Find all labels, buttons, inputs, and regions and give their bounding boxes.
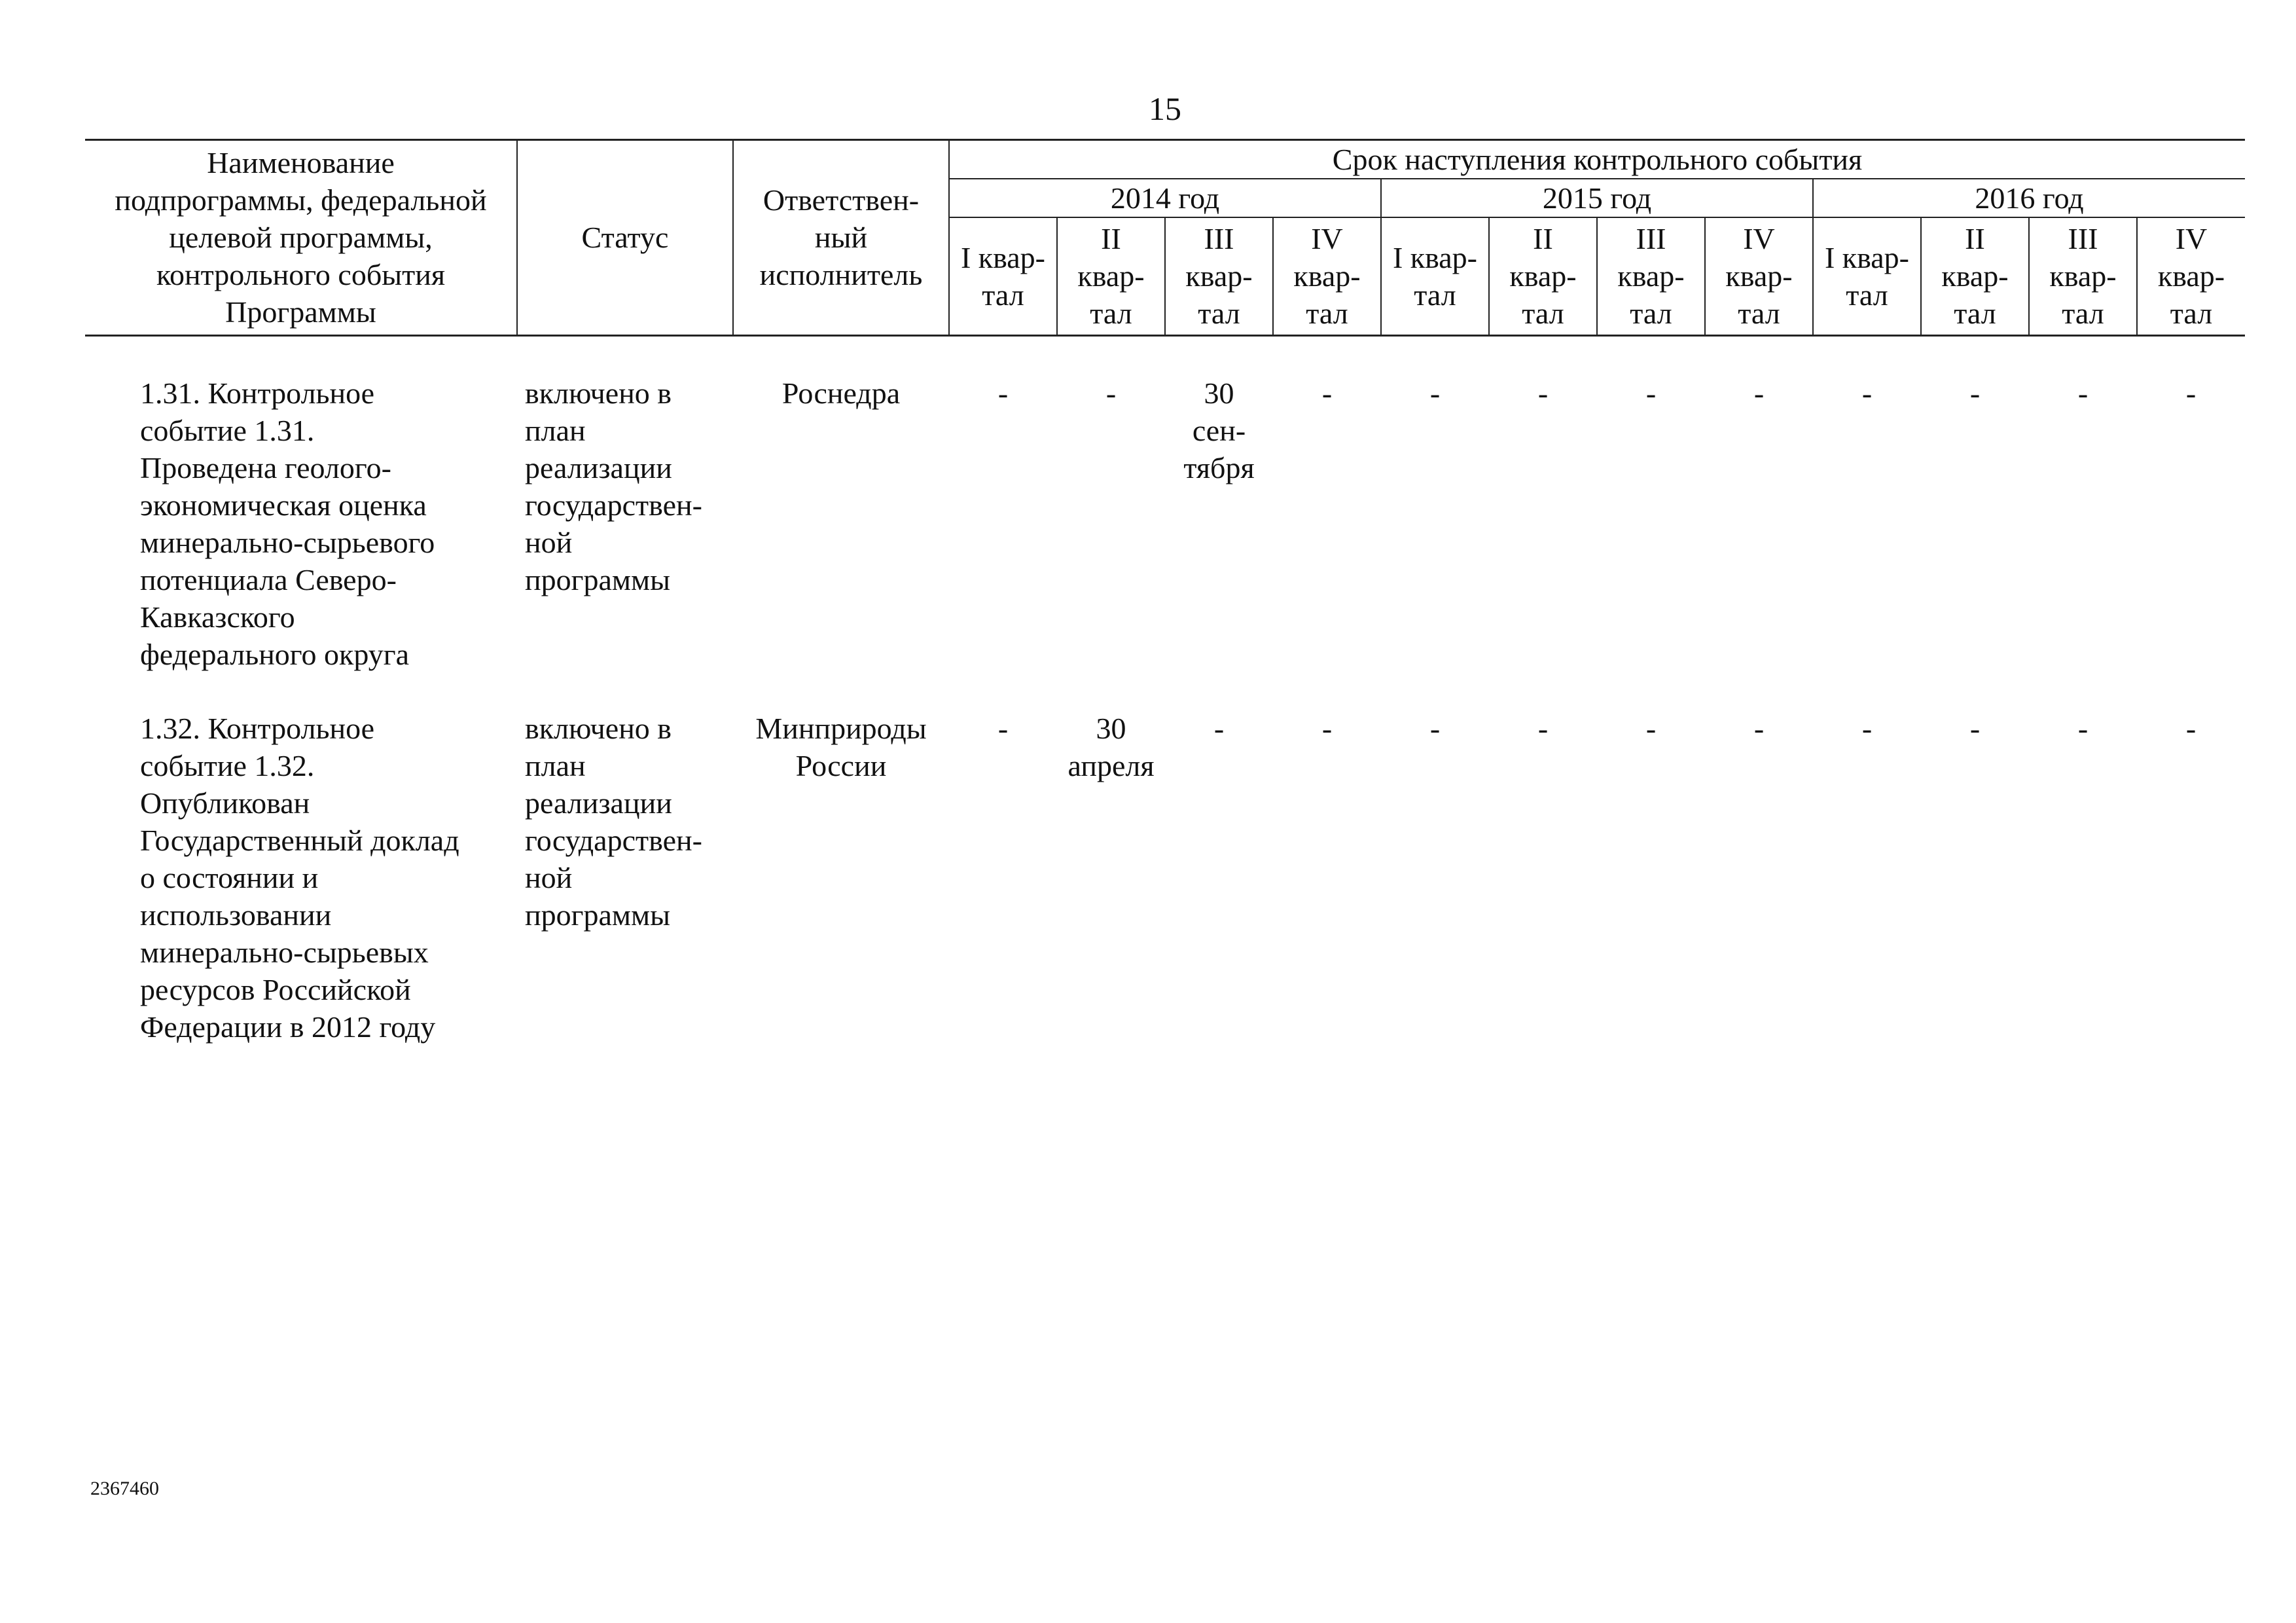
row-q2-2014: - [1105, 376, 1117, 410]
header-deadline: Срок наступления контрольного события [949, 140, 2245, 179]
header-q2-2015: II квар- тал [1489, 217, 1597, 335]
row-q1-2016: - [1861, 711, 1873, 745]
header-status: Статус [517, 140, 733, 336]
header-q2-2014: II квар- тал [1057, 217, 1165, 335]
row-executor: Роснедра [781, 376, 901, 410]
header-year-2014: 2014 год [949, 179, 1381, 217]
control-events-table [85, 139, 2245, 1046]
document-code: 2367460 [90, 1478, 159, 1499]
header-q4-2014: IV квар- тал [1273, 217, 1381, 335]
header-q4-2015: IV квар- тал [1705, 217, 1813, 335]
row-q1-2014: - [997, 376, 1009, 410]
header-row-top [85, 140, 2245, 179]
row-q1-2014: - [997, 711, 1009, 745]
row-q4-2014: - [1321, 711, 1333, 745]
header-q3-2016: III квар- тал [2029, 217, 2137, 335]
row-q2-2015: - [1537, 376, 1549, 410]
row-name: 1.31. Контрольное событие 1.31. Проведена геолого- экономическая оценка минерально-сырьевого потенциала Северо- Кавказского федерального округа [140, 376, 435, 671]
row-name: 1.32. Контрольное событие 1.32. Опубликован Государственный доклад о состоянии и использовании минерально-сырьевых ресурсов Российской Федерации в 2012 году [140, 711, 459, 1044]
row-status: включено в план реализации государствен- ной программы [525, 376, 702, 596]
row-q1-2015: - [1429, 376, 1441, 410]
header-q1-2015: I квар- тал [1381, 217, 1489, 335]
header-q4-2016: IV квар- тал [2137, 217, 2245, 335]
row-q1-2016: - [1861, 376, 1873, 410]
header-q3-2014: III квар- тал [1165, 217, 1273, 335]
row-q3-2015: - [1645, 376, 1657, 410]
header-q3-2015: III квар- тал [1597, 217, 1705, 335]
row-q3-2014: 30 сен- тября [1183, 376, 1255, 484]
header-q1-2016: I квар- тал [1813, 217, 1921, 335]
header-year-2016: 2016 год [1813, 179, 2245, 217]
row-q2-2016: - [1969, 376, 1981, 410]
header-year-2015: 2015 год [1381, 179, 1813, 217]
row-q3-2016: - [2077, 711, 2089, 745]
table-row [85, 710, 2245, 1046]
row-status: включено в план реализации государствен- ной программы [525, 711, 702, 932]
row-q3-2014: - [1213, 711, 1225, 745]
header-q2-2016: II квар- тал [1921, 217, 2029, 335]
page-number: 15 [1149, 90, 1181, 127]
row-q3-2015: - [1645, 711, 1657, 745]
row-q4-2015: - [1753, 376, 1765, 410]
row-q2-2016: - [1969, 711, 1981, 745]
header-executor: Ответствен- ный исполнитель [733, 140, 949, 336]
row-q4-2014: - [1321, 376, 1333, 410]
row-q4-2015: - [1753, 711, 1765, 745]
row-q2-2015: - [1537, 711, 1549, 745]
row-q1-2015: - [1429, 711, 1441, 745]
row-q2-2014: 30 апреля [1067, 711, 1155, 782]
row-q4-2016: - [2185, 376, 2197, 410]
table-row [85, 374, 2245, 673]
row-q3-2016: - [2077, 376, 2089, 410]
row-executor: Минприроды России [755, 711, 927, 782]
row-q4-2016: - [2185, 711, 2197, 745]
header-q1-2014: I квар- тал [949, 217, 1057, 335]
header-name: Наименование подпрограммы, федеральной целевой программы, контрольного события Программы [85, 140, 517, 336]
